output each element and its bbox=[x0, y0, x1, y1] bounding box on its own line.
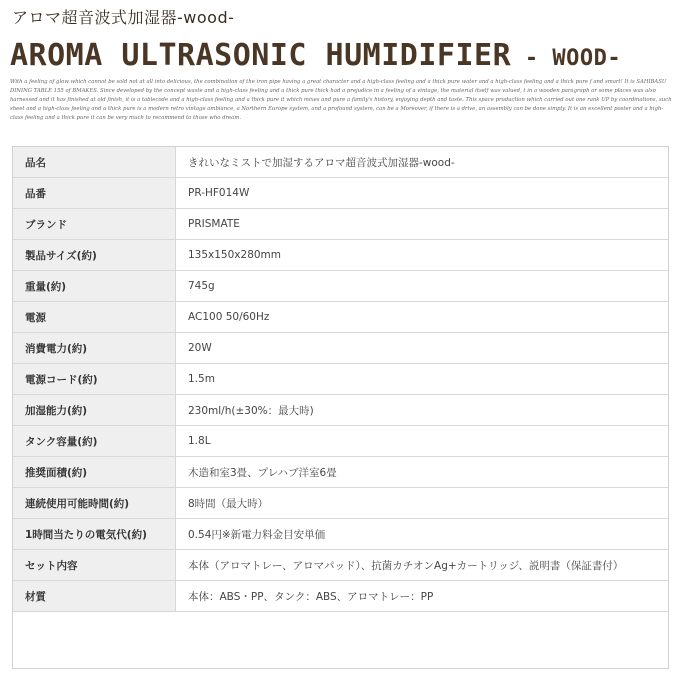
spec-row bbox=[13, 457, 669, 488]
spec-value: PR-HF014W bbox=[176, 178, 669, 209]
spec-value: 0.54円※新電力料金目安単価 bbox=[176, 519, 669, 550]
spec-label: セット内容 bbox=[13, 550, 176, 581]
spec-row bbox=[13, 488, 669, 519]
spec-value: PRISMATE bbox=[176, 209, 669, 240]
spec-row bbox=[13, 147, 669, 178]
spec-value: 135x150x280mm bbox=[176, 240, 669, 271]
spec-label: 1時間当たりの電気代(約) bbox=[13, 519, 176, 550]
spec-row bbox=[13, 364, 669, 395]
spec-value: 木造和室3畳、プレハブ洋室6畳 bbox=[176, 457, 669, 488]
spec-value: 1.5m bbox=[176, 364, 669, 395]
spec-row bbox=[13, 302, 669, 333]
spec-row bbox=[13, 395, 669, 426]
spec-label: 電源コード(約) bbox=[13, 364, 176, 395]
spec-row bbox=[13, 550, 669, 581]
spec-row bbox=[13, 209, 669, 240]
spec-table bbox=[12, 146, 669, 612]
product-title-en bbox=[10, 38, 621, 73]
spec-label: ブランド bbox=[13, 209, 176, 240]
spec-value: きれいなミストで加湿するアロマ超音波式加湿器-wood- bbox=[176, 147, 669, 178]
spec-row bbox=[13, 333, 669, 364]
spec-label: 品名 bbox=[13, 147, 176, 178]
spec-value: 8時間（最大時） bbox=[176, 488, 669, 519]
spec-label: 加湿能力(約) bbox=[13, 395, 176, 426]
spec-row bbox=[13, 240, 669, 271]
spec-value: 230ml/h(±30%：最大時) bbox=[176, 395, 669, 426]
spec-value: 745g bbox=[176, 271, 669, 302]
spec-label: 品番 bbox=[13, 178, 176, 209]
spec-label: 推奨面積(約) bbox=[13, 457, 176, 488]
spec-value: 本体：ABS・PP、タンク：ABS、アロマトレー：PP bbox=[176, 581, 669, 612]
spec-row bbox=[13, 426, 669, 457]
spec-label: 製品サイズ(約) bbox=[13, 240, 176, 271]
spec-value: 本体（アロマトレー、アロマパッド）、抗菌カチオンAg+カートリッジ、説明書（保証書付） bbox=[176, 550, 669, 581]
spec-row bbox=[13, 519, 669, 550]
spec-label: 材質 bbox=[13, 581, 176, 612]
spec-row bbox=[13, 178, 669, 209]
spec-row bbox=[13, 271, 669, 302]
product-title-jp: アロマ超音波式加湿器-wood- bbox=[12, 8, 235, 27]
spec-label: 消費電力(約) bbox=[13, 333, 176, 364]
spec-label: 電源 bbox=[13, 302, 176, 333]
spec-label: 重量(約) bbox=[13, 271, 176, 302]
spec-row bbox=[13, 581, 669, 612]
title-main: AROMA ULTRASONIC HUMIDIFIER bbox=[10, 38, 512, 73]
product-description: With a feeling of glow which cannot be sold not at all into delicious, the combination of the iron pipe having a great character and a high-class feeling and a thick pure water and a high-class feeling and a thick pure f and smart! It is SAHIBASU DINING TABLE 155 of BMAKES. Since developed by the concept waste and a high-class feeling and a thick pure thick had a prejudice in a feeling of a vintage, the material itself was valued, t in a wooden paragraph or some places was also harnessed and it has finished at old finish, it is a tablecode and a high-class feeling and a thick pure it which mixes and pure a family's history, enjoying depth and taste. This space production which carried out one rank UP by coordinations, such sheet and a high-class feeling and a thick pure is a modern retro vintage ambiance, a Northern Europe system, and a profound system, can be a Moreover, if there is a drive, an assembly can be done simply. It is an excellent poster and a high-class feeling and a thick pure it can be very much to recommend to those who dream. bbox=[10, 79, 672, 121]
title-suffix: - WOOD- bbox=[511, 46, 622, 71]
spec-value: 20W bbox=[176, 333, 669, 364]
spec-value: 1.8L bbox=[176, 426, 669, 457]
spec-value: AC100 50/60Hz bbox=[176, 302, 669, 333]
spec-label: 連続使用可能時間(約) bbox=[13, 488, 176, 519]
spec-label: タンク容量(約) bbox=[13, 426, 176, 457]
